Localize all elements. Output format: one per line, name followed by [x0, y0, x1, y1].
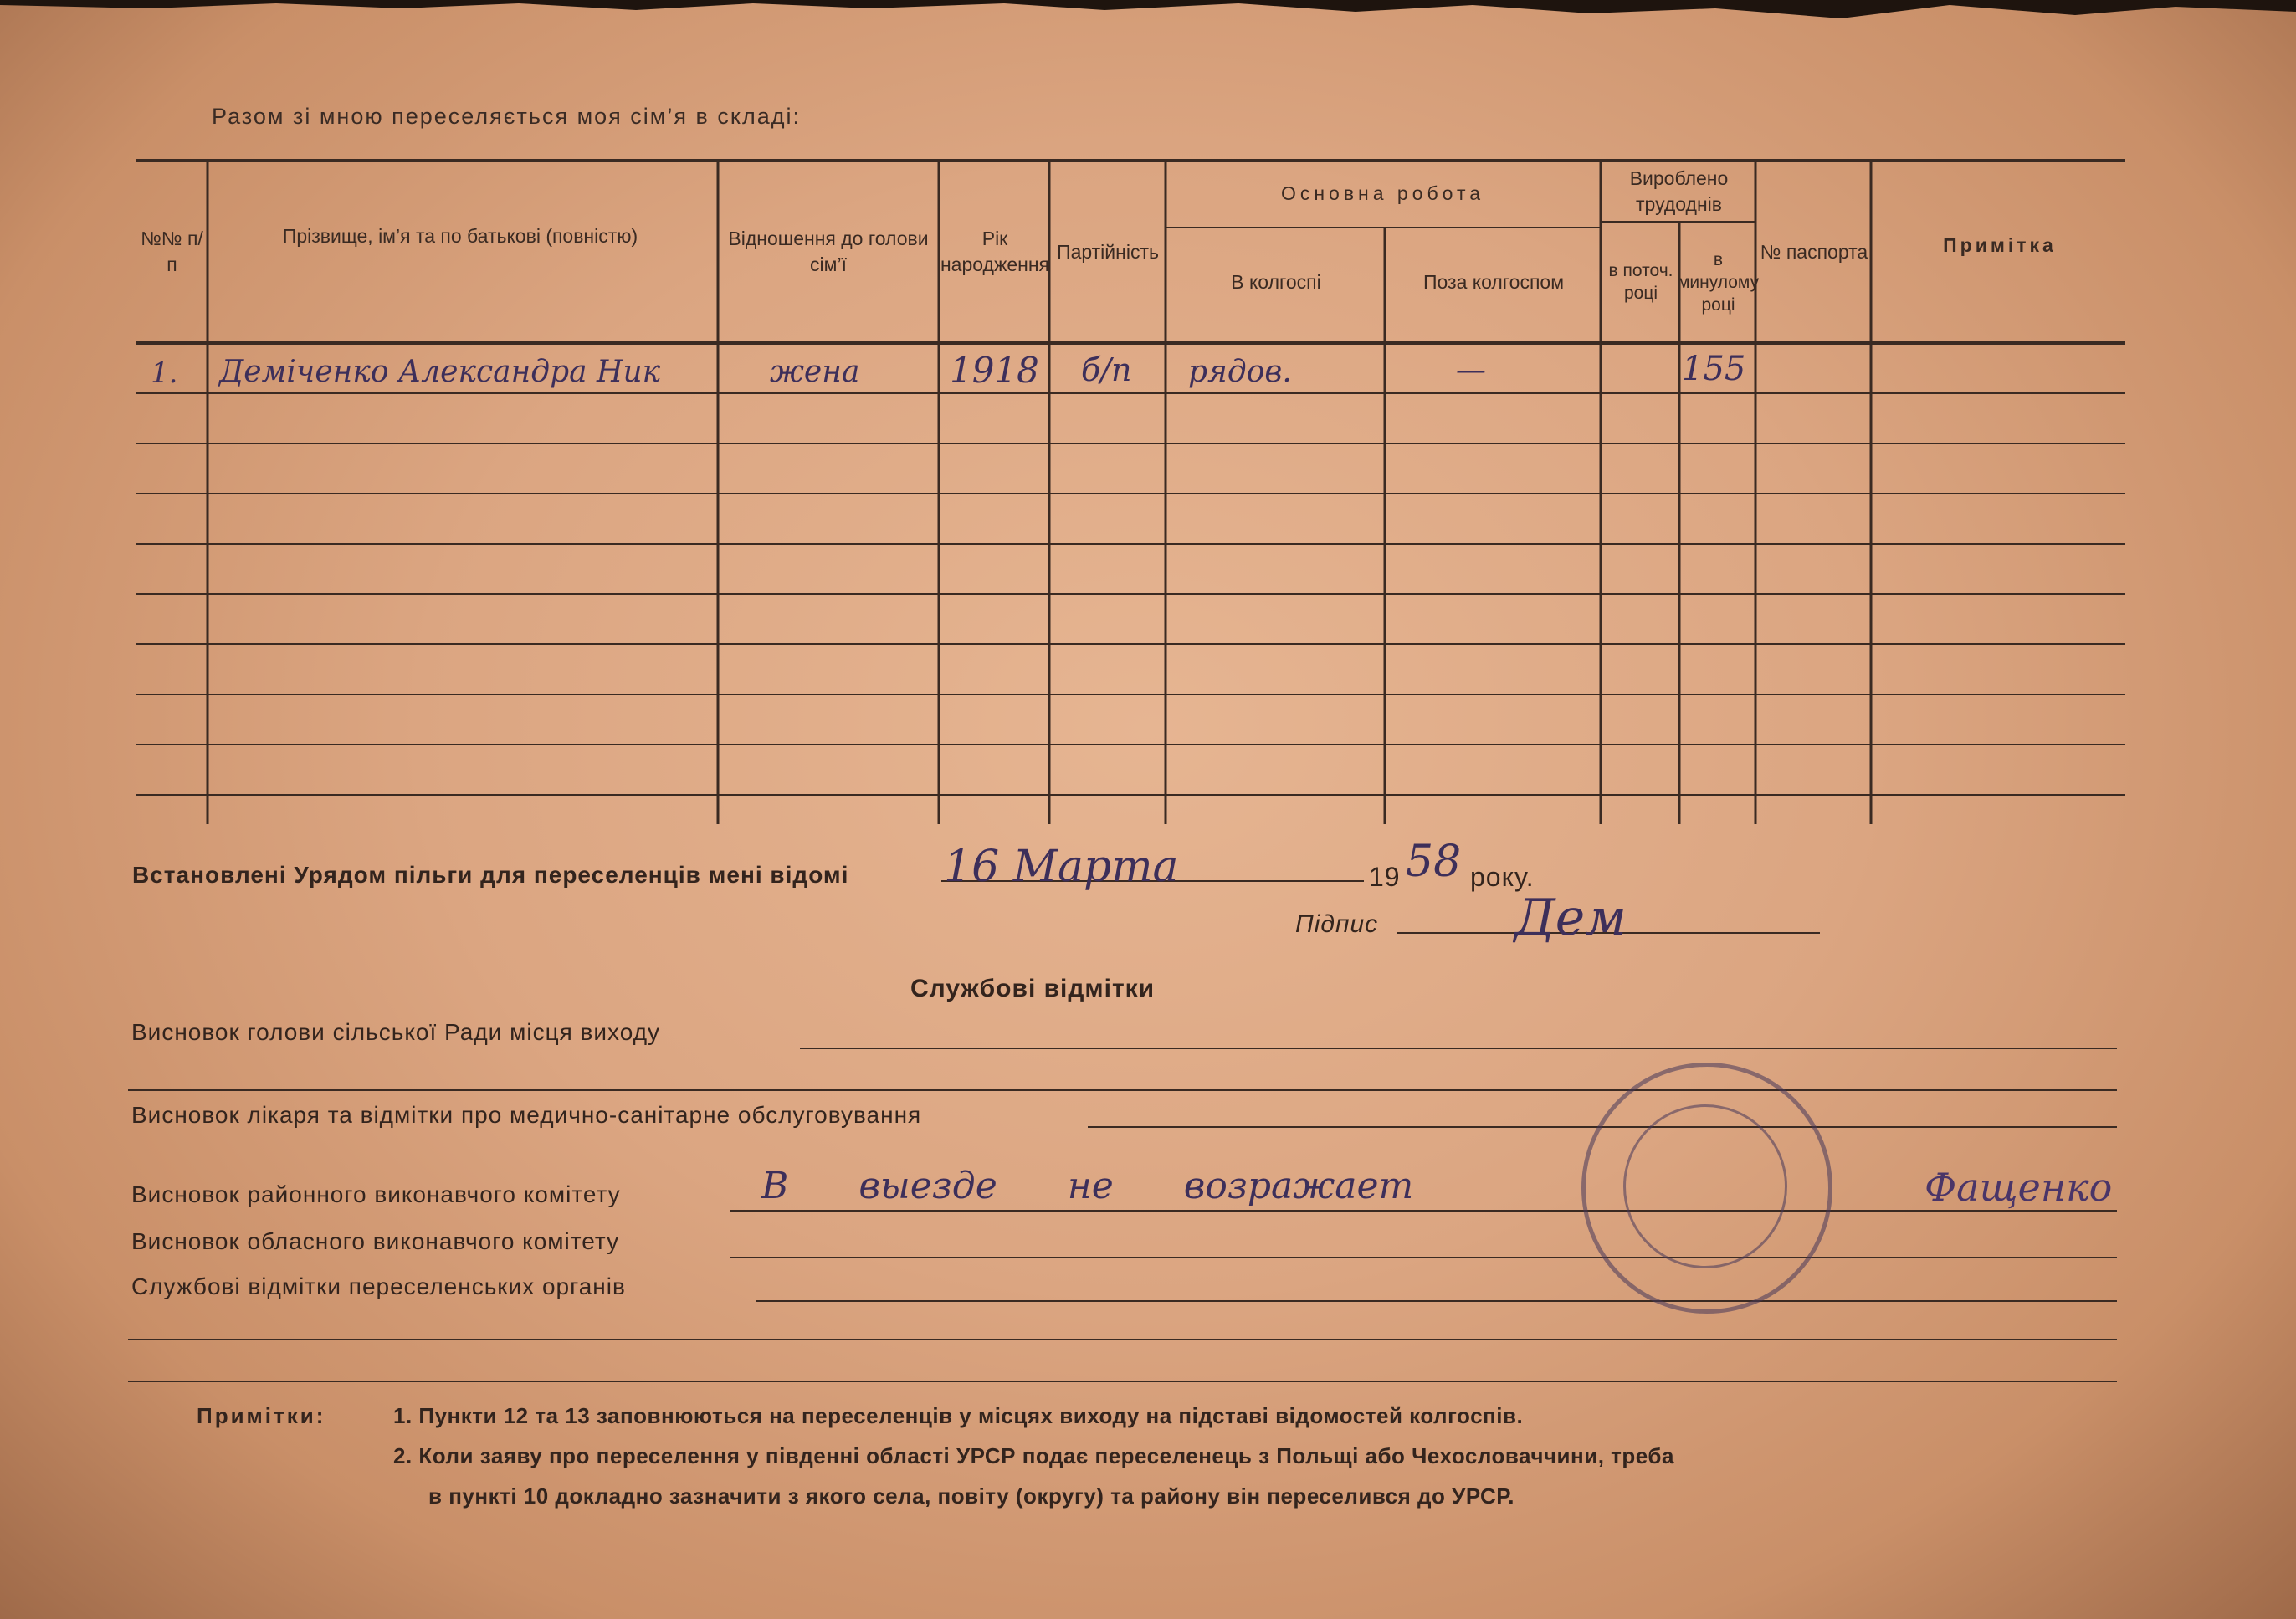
signature-label: Підпис [1295, 910, 1379, 938]
col-birth-year-header: Рік народження [940, 228, 1050, 275]
col-workdays-header: Вироблено трудоднів [1629, 167, 1729, 215]
row-1-birth-year: 1918 [950, 350, 1039, 391]
col-party-header: Партійність [1057, 240, 1159, 263]
col-remark-header: Примітка [1943, 234, 2057, 256]
col-name-header: Прізвище, ім’я та по батькові (повністю) [282, 224, 638, 247]
col-main-work-header: Основна робота [1280, 182, 1485, 204]
row-1-party: б/п [1081, 351, 1132, 388]
benefits-label: Встановлені Урядом пільги для переселенців мені відомі [132, 862, 849, 888]
row-1-relation: жена [770, 355, 860, 389]
row-1-outside-kolhosp: — [1456, 353, 1486, 387]
benefits-year-prefix: 19 [1369, 862, 1401, 892]
col-relation-header: Відношення до голови сім’ї [728, 228, 929, 275]
row-1-name: Деміченко Александра Ник [219, 355, 661, 389]
official-line-regional-committee: Висновок обласного виконавчого комітету [131, 1228, 620, 1254]
official-stamp [1581, 1063, 1832, 1314]
row-1-in-kolhosp: рядов. [1188, 355, 1292, 389]
notes-heading: Примітки: [197, 1403, 326, 1428]
benefits-year-suffix: 58 [1406, 837, 1462, 887]
col-workdays-current-header: в поточ. році [1608, 261, 1673, 303]
district-committee-conclusion: В выезде не возражает [761, 1165, 1414, 1207]
row-1-num: 1. [151, 356, 178, 390]
col-workdays-last-header: в минулому році [1677, 249, 1760, 315]
note-3: в пункті 10 докладно зазначити з якого села, повіту (округу) та району він переселився до УРСР. [428, 1483, 1514, 1509]
official-line-doctor: Висновок лікаря та відмітки про медично-санітарне обслуговування [131, 1102, 922, 1128]
row-1-workdays-last: 155 [1682, 350, 1746, 388]
official-stamp-inner [1623, 1104, 1787, 1268]
col-in-kolhosp-header: В колгоспі [1231, 270, 1321, 293]
family-intro: Разом зі мною переселяється моя сім’я в складі: [212, 104, 801, 129]
official-line-village-council: Висновок голови сільської Ради місця виходу [131, 1019, 661, 1045]
benefits-day-month: 16 Марта [944, 842, 1179, 892]
note-1: 1. Пункти 12 та 13 заповнюються на переселенців у місцях виходу на підставі відомостей колгоспів. [393, 1403, 1524, 1428]
col-num-header: №№ п/п [141, 228, 203, 275]
note-2: 2. Коли заяву про переселення у південні області УРСР подає переселенець з Польщі або Чехословаччини, треба [393, 1443, 1674, 1468]
col-outside-kolhosp-header: Поза колгоспом [1422, 270, 1565, 293]
benefits-year-word: року. [1470, 862, 1535, 892]
col-passport-header: № паспорта [1760, 240, 1868, 263]
marginal-signature: Фащенко [1924, 1165, 2113, 1210]
official-title: Службові відмітки [910, 975, 1156, 1002]
official-line-resettlement-organs: Службові відмітки переселенських органів [131, 1273, 626, 1299]
official-line-district-committee: Висновок районного виконавчого комітету [131, 1181, 621, 1207]
signature: Дем [1514, 889, 1627, 947]
